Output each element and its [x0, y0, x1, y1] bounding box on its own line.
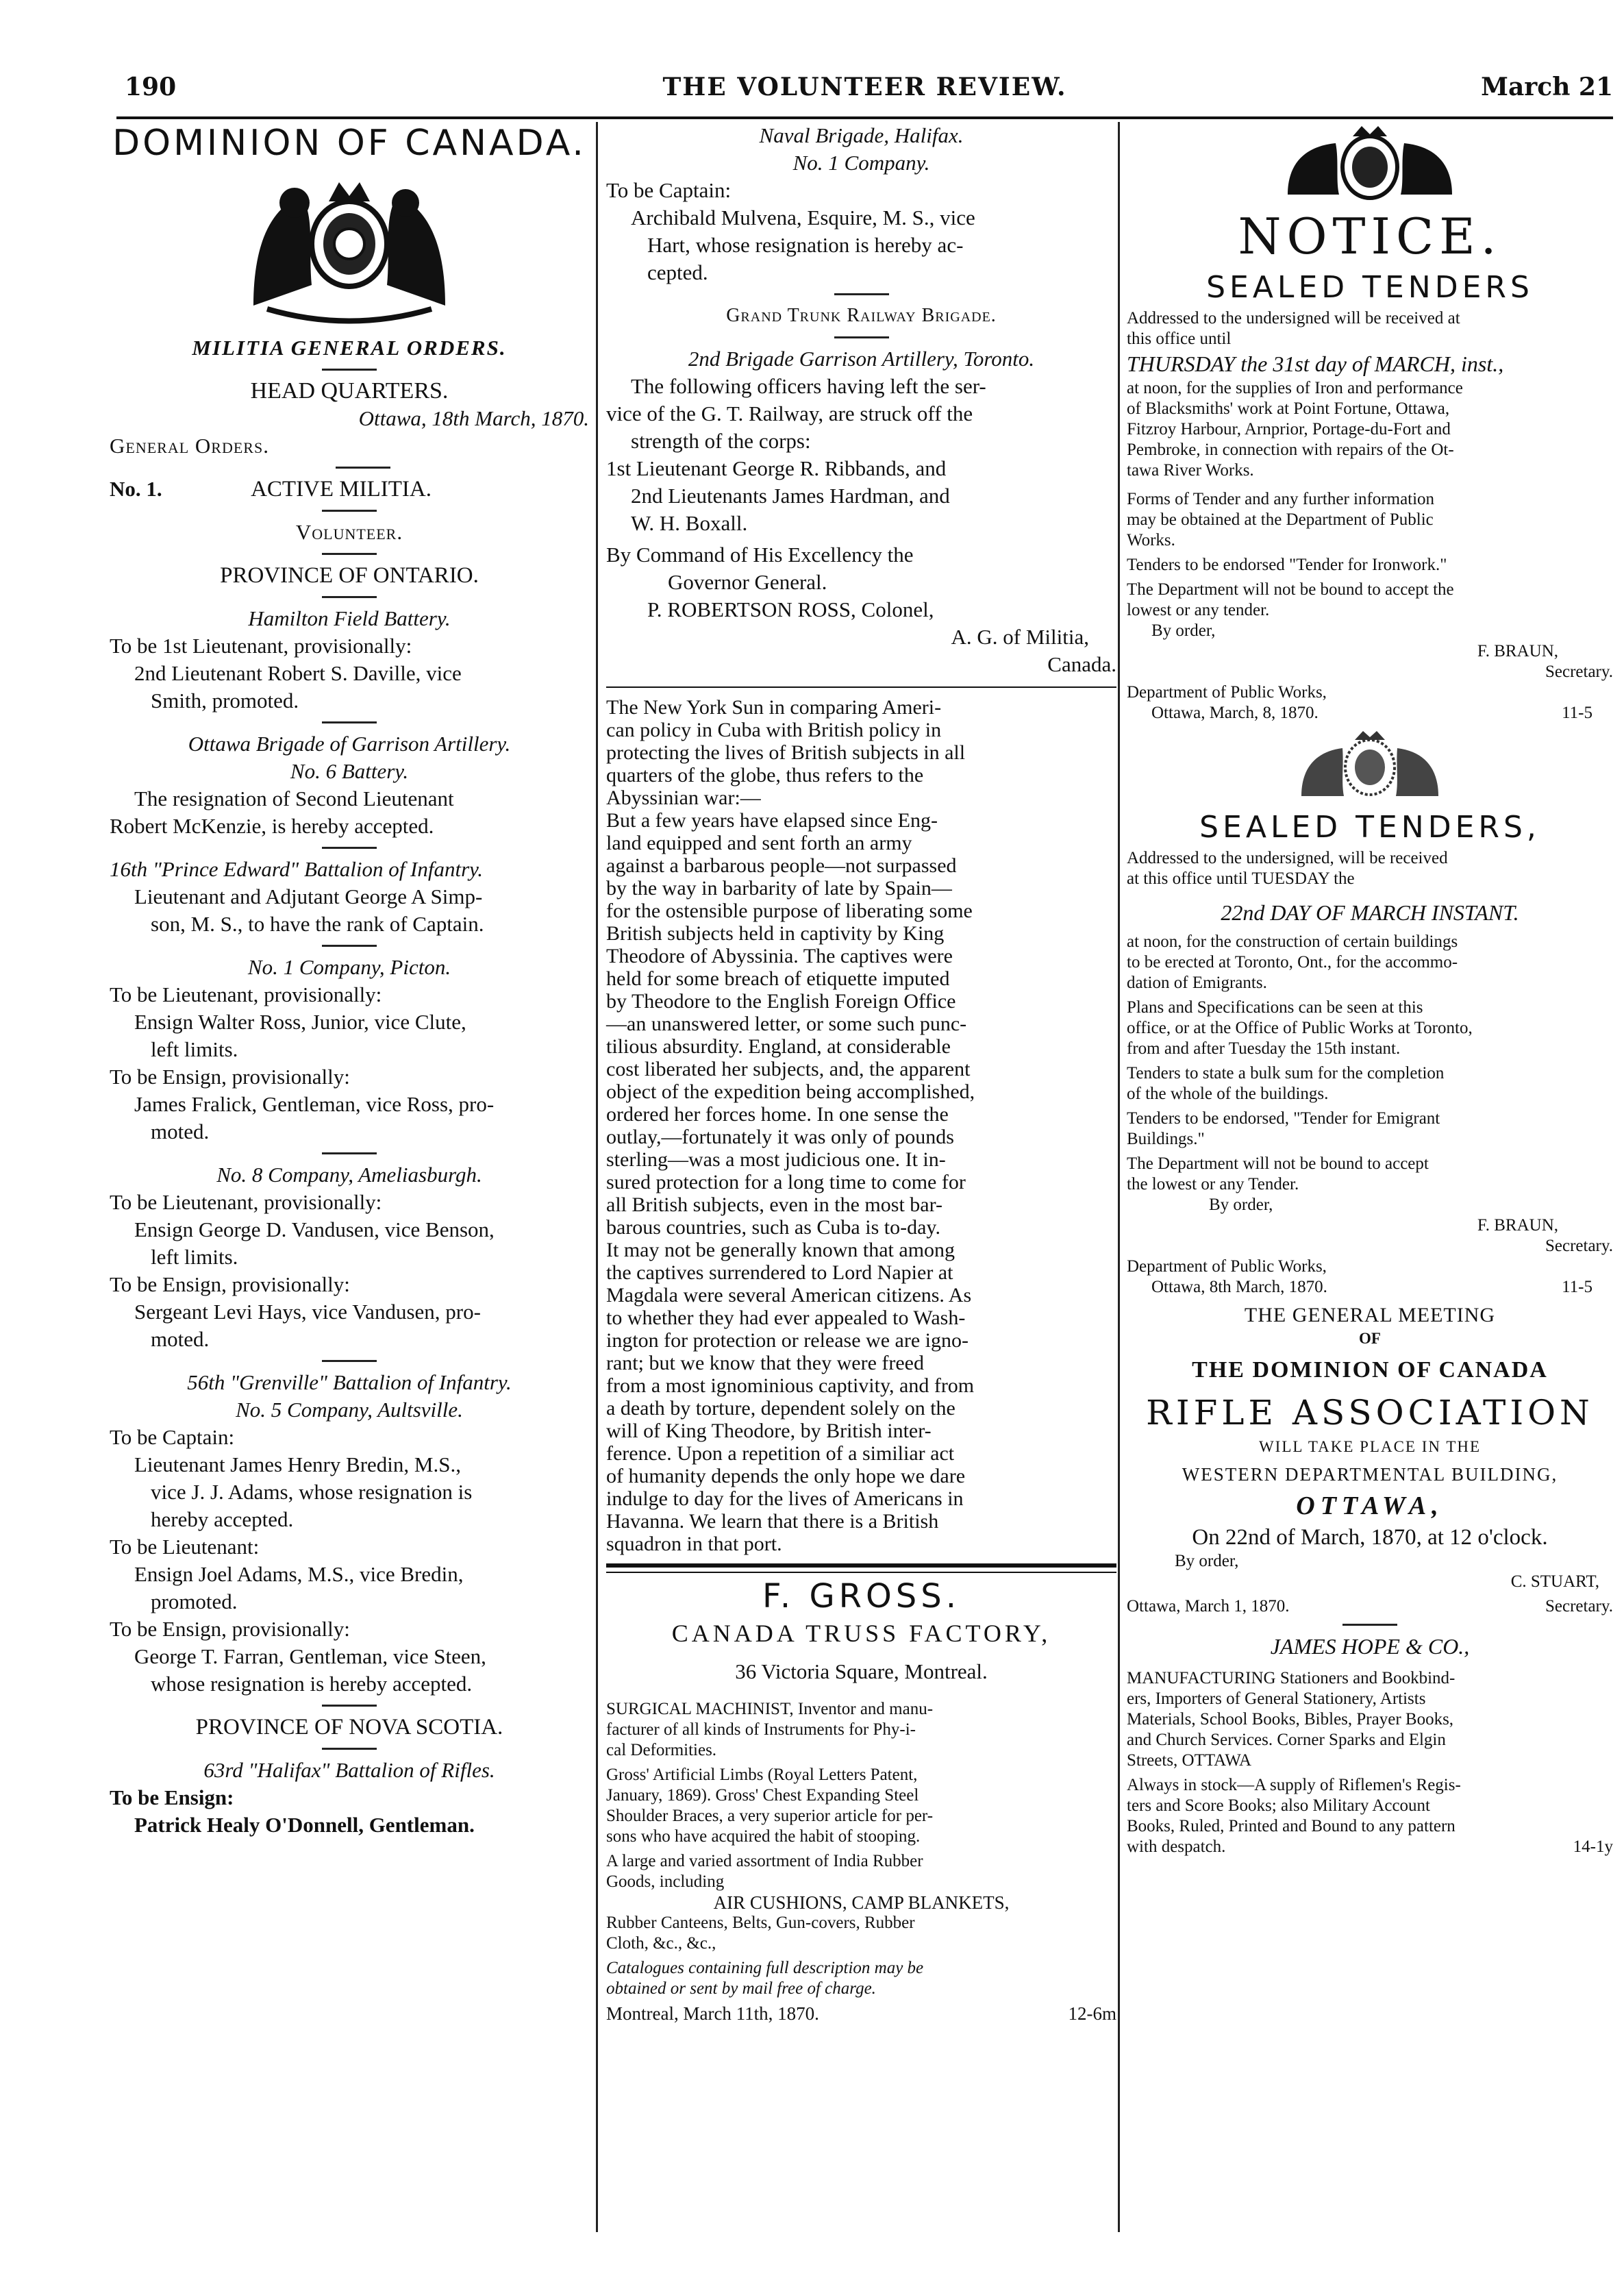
province-nova-scotia-heading: PROVINCE OF NOVA SCOTIA.: [195, 1715, 503, 1740]
text-line: To be Captain:: [606, 178, 732, 202]
article-line: for the ostensible purpose of liberating some: [606, 900, 973, 922]
article-line: by the way in barbarity of late by Spain—: [606, 877, 952, 900]
text-line: To be Lieutenant, provisionally:: [110, 1190, 382, 1214]
notice-heading: NOTICE.: [1238, 208, 1502, 265]
article-line: rant; but we know that they were freed: [606, 1352, 924, 1374]
text-line: Ensign George D. Vandusen, vice Benson,: [134, 1217, 495, 1241]
ad-line: dation of Emigrants.: [1127, 974, 1267, 992]
ad-line: Books, Ruled, Printed and Bound to any pattern: [1127, 1817, 1456, 1835]
ad-line: Fitzroy Harbour, Arnprior, Portage-du-Fort and: [1127, 420, 1451, 438]
signature-name: C. STUART,: [1510, 1572, 1599, 1591]
text-line: whose resignation is hereby accepted.: [151, 1672, 473, 1696]
section-ameliasburgh: No. 8 Company, Ameliasburgh.: [216, 1163, 482, 1187]
ad-date: Montreal, March 11th, 1870.: [606, 2003, 819, 2024]
article-line: sterling—was a most judicious one. It in-: [606, 1148, 946, 1171]
text-line: 2nd Lieutenants James Hardman, and: [631, 484, 950, 508]
text-line: Archibald Mulvena, Esquire, M. S., vice: [631, 206, 975, 230]
ad-line: of the whole of the buildings.: [1127, 1085, 1329, 1103]
section-gtr-artillery: 2nd Brigade Garrison Artillery, Toronto.: [688, 347, 1035, 371]
ad-line: Secretary.: [1545, 1237, 1613, 1255]
hq-heading: HEAD QUARTERS.: [250, 378, 449, 404]
ad-line: SURGICAL MACHINIST, Inventor and manu-: [606, 1700, 934, 1718]
text-line: Canada.: [1047, 652, 1116, 676]
ad-line: of Blacksmiths' work at Point Fortune, Ottawa,: [1127, 399, 1450, 418]
column-divider-2: [1118, 122, 1120, 2232]
text-line: To be Ensign, provisionally:: [110, 1272, 350, 1296]
signature-name: F. BRAUN,: [1477, 642, 1558, 660]
newspaper-title: THE VOLUNTEER REVIEW.: [662, 73, 1067, 101]
association-name-line-1: THE DOMINION OF CANADA: [1192, 1357, 1548, 1383]
meeting-place-intro: WILL TAKE PLACE IN THE: [1258, 1438, 1482, 1455]
article-line: British subjects held in captivity by King: [606, 922, 945, 945]
text-line: Hart, whose resignation is hereby ac-: [647, 233, 964, 257]
general-meeting-heading: THE GENERAL MEETING: [1244, 1304, 1496, 1326]
section-ottawa-brigade: Ottawa Brigade of Garrison Artillery.: [188, 732, 511, 756]
ad-line: Gross' Artificial Limbs (Royal Letters Patent,: [606, 1766, 918, 1784]
text-line: Lieutenant James Henry Bredin, M.S.,: [134, 1452, 461, 1476]
article-line: by Theodore to the English Foreign Office: [606, 990, 956, 1013]
article-line: land equipped and sent forth an army: [606, 832, 912, 854]
text-line: moted.: [151, 1327, 210, 1351]
text-line: Robert McKenzie, is hereby accepted.: [110, 814, 434, 838]
ad-line: Department of Public Works,: [1127, 683, 1327, 702]
meeting-building: WESTERN DEPARTMENTAL BUILDING,: [1182, 1464, 1558, 1485]
text-line: James Fralick, Gentleman, vice Ross, pro-: [134, 1092, 495, 1116]
text-line: The resignation of Second Lieutenant: [134, 787, 454, 810]
ad-line: Cloth, &c., &c.,: [606, 1934, 716, 1953]
section-grenville: 56th "Grenville" Battalion of Infantry.: [187, 1370, 512, 1394]
column-1: [110, 122, 589, 1839]
ad-line: By order,: [1209, 1196, 1273, 1214]
article-line: outlay,—fortunately it was only of pounds: [606, 1126, 954, 1148]
meeting-city: OTTAWA,: [1296, 1491, 1444, 1520]
ad-line: Pembroke, in connection with repairs of the Ot-: [1127, 441, 1454, 459]
sealed-tenders-2: [1127, 848, 1613, 1298]
ad-line: ters and Score Books; also Military Account: [1127, 1796, 1430, 1815]
article-line: object of the expedition being accomplished,: [606, 1080, 975, 1103]
text-line: The following officers having left the ser-: [631, 374, 986, 398]
ad-line: Secretary.: [1545, 663, 1613, 681]
ad-line: By order,: [1151, 621, 1216, 640]
text-line: left limits.: [151, 1037, 238, 1061]
ad-code: 14-1y: [1573, 1837, 1613, 1856]
text-line: Patrick Healy O'Donnell, Gentleman.: [134, 1813, 475, 1837]
ad-code: 11-5: [1562, 1278, 1592, 1296]
ad-line: Addressed to the undersigned, will be received: [1127, 849, 1448, 867]
article-line: sured protection for a long time to come for: [606, 1171, 966, 1193]
article-line: ference. Upon a repetition of a similiar act: [606, 1442, 955, 1465]
province-ontario-heading: PROVINCE OF ONTARIO.: [220, 563, 479, 588]
text-line: To be Ensign:: [110, 1785, 234, 1809]
ad-line: Forms of Tender and any further information: [1127, 490, 1435, 508]
article-line: from a most ignominious captivity, and from: [606, 1374, 975, 1397]
section-ottawa-battery: No. 6 Battery.: [290, 759, 409, 783]
ad-line: Addressed to the undersigned will be received at: [1127, 309, 1460, 327]
signature-name: F. BRAUN,: [1477, 1216, 1558, 1235]
gross-advertisement: [606, 1699, 1116, 2024]
ad-line: January, 1869). Gross' Chest Expanding Steel: [606, 1786, 919, 1805]
coat-of-arms-icon: [1247, 126, 1493, 201]
article-line: barous countries, such as Cuba is to-day.: [606, 1216, 940, 1239]
article-line: a death by torture, dependent solely on the: [606, 1397, 955, 1420]
signature-name: P. ROBERTSON ROSS, Colonel,: [647, 597, 934, 621]
text-line: Ensign Joel Adams, M.S., vice Bredin,: [134, 1562, 464, 1586]
gross-address: 36 Victoria Square, Montreal.: [735, 1659, 988, 1683]
text-line: Ensign Walter Ross, Junior, vice Clute,: [134, 1010, 466, 1034]
ad-line: Buildings.": [1127, 1130, 1205, 1148]
section-picton: No. 1 Company, Picton.: [247, 955, 451, 979]
text-line: vice of the G. T. Railway, are struck off the: [606, 401, 973, 425]
article-line: squadron in that port.: [606, 1533, 782, 1555]
ad-line: Tenders to state a bulk sum for the completion: [1127, 1064, 1445, 1082]
ad-line: By order,: [1175, 1552, 1239, 1570]
ad-line: at noon, for the supplies of Iron and performance: [1127, 379, 1463, 397]
ad-line: Tenders to be endorsed, "Tender for Emigrant: [1127, 1109, 1440, 1128]
ad-line: Materials, School Books, Bibles, Prayer Books,: [1127, 1710, 1454, 1729]
ad-line: tawa River Works.: [1127, 461, 1254, 480]
ad-line: Catalogues containing full description may be: [606, 1959, 924, 1977]
text-line: By Command of His Excellency the: [606, 543, 914, 567]
ad-line: at this office until TUESDAY the: [1127, 869, 1355, 888]
ad-line: cal Deformities.: [606, 1741, 717, 1759]
ad-line: may be obtained at the Department of Public: [1127, 510, 1434, 529]
dominion-heading: DOMINION OF CANADA.: [112, 123, 586, 164]
text-line: Governor General.: [668, 570, 827, 594]
ad-line: Always in stock—A supply of Riflemen's Regis-: [1127, 1776, 1461, 1794]
ad-line: The Department will not be bound to accept: [1127, 1154, 1429, 1173]
article-line: protecting the lives of British subjects in all: [606, 741, 966, 764]
article-line: quarters of the globe, thus refers to the: [606, 764, 924, 787]
royal-coat-of-arms-icon: [226, 169, 473, 326]
ad-line: AIR CUSHIONS, CAMP BLANKETS,: [713, 1892, 1010, 1913]
ad-line: this office until: [1127, 330, 1232, 348]
ad-line: to be erected at Toronto, Ont., for the accommo-: [1127, 953, 1458, 971]
ad-line: obtained or sent by mail free of charge.: [606, 1979, 876, 1998]
section-naval-brigade: Naval Brigade, Halifax.: [759, 123, 964, 147]
article-line: indulge to day for the lives of Americans in: [606, 1487, 964, 1510]
section-aultsville: No. 5 Company, Aultsville.: [236, 1398, 463, 1422]
section-halifax-rifles: 63rd "Halifax" Battalion of Rifles.: [203, 1758, 495, 1782]
ad-code: 12-6m: [1068, 2003, 1116, 2024]
section-prince-edward: 16th "Prince Edward" Battalion of Infantry.: [110, 857, 483, 881]
tender-deadline: THURSDAY the 31st day of MARCH, inst.,: [1127, 351, 1504, 376]
orders-title: MILITIA GENERAL ORDERS.: [192, 336, 507, 360]
sealed-tenders-2-title: SEALED TENDERS,: [1199, 810, 1540, 845]
article-line: But a few years have elapsed since Eng-: [606, 809, 938, 832]
article-line: —an unanswered letter, or some such punc-: [606, 1013, 967, 1035]
text-line: To be Ensign, provisionally:: [110, 1065, 350, 1089]
section-hamilton: Hamilton Field Battery.: [248, 606, 451, 630]
text-line: 2nd Lieutenant Robert S. Daville, vice: [134, 661, 462, 685]
ad-line: Works.: [1127, 531, 1175, 549]
ad-line: ers, Importers of General Stationery, Artists: [1127, 1689, 1426, 1708]
ad-line: Goods, including: [606, 1872, 725, 1891]
association-name-line-2: RIFLE ASSOCIATION: [1146, 1393, 1594, 1433]
hope-advertisement: [1127, 1668, 1613, 1857]
text-line: strength of the corps:: [631, 429, 811, 453]
section-naval-company: No. 1 Company.: [792, 151, 930, 175]
article-line: can policy in Cuba with British policy in: [606, 719, 942, 741]
coat-of-arms-icon: [1267, 728, 1473, 803]
article-line: of humanity depends the only hope we dare: [606, 1465, 966, 1487]
text-line: George T. Farran, Gentleman, vice Steen,: [134, 1644, 486, 1668]
article-line: against a barbarous people—not surpassed: [606, 854, 957, 877]
column-2: [606, 122, 1116, 2024]
volunteer-heading: Volunteer.: [295, 520, 403, 544]
text-line: hereby accepted.: [151, 1507, 294, 1531]
text-line: cepted.: [647, 260, 708, 284]
ad-line: at noon, for the construction of certain buildings: [1127, 932, 1458, 951]
article-line: ington for protection or release we are igno-: [606, 1329, 969, 1352]
article-line: the captives surrendered to Lord Napier at: [606, 1261, 953, 1284]
ad-line: Ottawa, March, 8, 1870.: [1151, 704, 1319, 722]
ad-line: from and after Tuesday the 15th instant.: [1127, 1039, 1401, 1058]
article-line: cost liberated her subjects, and, the apparent: [606, 1058, 971, 1080]
text-line: To be Lieutenant, provisionally:: [110, 982, 382, 1006]
text-line: Sergeant Levi Hays, vice Vandusen, pro-: [134, 1300, 481, 1324]
column-divider-1: [596, 122, 598, 2232]
article-line: tilious absurdity. England, at considerable: [606, 1035, 951, 1058]
ad-line: and Church Services. Corner Sparks and Elgin: [1127, 1731, 1446, 1749]
general-orders-label: General Orders.: [110, 434, 269, 458]
article-line: The New York Sun in comparing Ameri-: [606, 696, 942, 719]
article-line: It may not be generally known that among: [606, 1239, 955, 1261]
text-line: son, M. S., to have the rank of Captain.: [151, 912, 484, 936]
sealed-tenders-1-title: SEALED TENDERS: [1206, 270, 1534, 305]
text-line: vice J. J. Adams, whose resignation is: [151, 1480, 473, 1504]
header-rule: [116, 116, 1613, 119]
ad-line: Plans and Specifications can be seen at this: [1127, 998, 1423, 1017]
article-line: will of King Theodore, by British inter-: [606, 1420, 932, 1442]
abyssinia-article: [606, 696, 1116, 1555]
ad-line: Tenders to be endorsed "Tender for Ironwork.": [1127, 556, 1447, 574]
text-line: To be Ensign, provisionally:: [110, 1617, 350, 1641]
ad-date: Ottawa, March 1, 1870.: [1127, 1597, 1290, 1615]
ad-line: with despatch.: [1127, 1837, 1226, 1856]
ad-line: the lowest or any Tender.: [1127, 1175, 1299, 1193]
text-line: W. H. Boxall.: [631, 511, 748, 535]
text-line: 1st Lieutenant George R. Ribbands, and: [606, 456, 947, 480]
text-line: promoted.: [151, 1589, 238, 1613]
meeting-date: On 22nd of March, 1870, at 12 o'clock.: [1192, 1525, 1548, 1550]
page-header: [116, 67, 1613, 115]
ad-code: 11-5: [1562, 704, 1592, 722]
section-grand-trunk: Grand Trunk Railway Brigade.: [726, 305, 997, 326]
article-line: held for some breach of etiquette imputed: [606, 967, 950, 990]
article-line: Abyssinian war:—: [606, 787, 761, 809]
article-line: to whether they had ever appealed to Wash-: [606, 1307, 966, 1329]
article-line: all British subjects, even in the most bar-: [606, 1193, 942, 1216]
general-meeting-of: OF: [1359, 1330, 1381, 1347]
text-line: To be 1st Lieutenant, provisionally:: [110, 634, 412, 658]
article-line: Theodore of Abyssinia. The captives were: [606, 945, 953, 967]
text-line: Lieutenant and Adjutant George A Simp-: [134, 884, 483, 908]
column-3: [1127, 122, 1613, 1857]
article-line: Havanna. We learn that there is a British: [606, 1510, 939, 1533]
article-line: Magdala were several American citizens. As: [606, 1284, 972, 1307]
active-militia-heading: ACTIVE MILITIA.: [251, 477, 432, 502]
ad-line: lowest or any tender.: [1127, 601, 1270, 619]
ad-line: The Department will not be bound to accept the: [1127, 580, 1454, 599]
hope-heading: JAMES HOPE & CO.,: [1270, 1634, 1470, 1659]
hq-date: Ottawa, 18th March, 1870.: [358, 406, 589, 430]
ad-line: A large and varied assortment of India Rubber: [606, 1852, 923, 1870]
ad-line: facturer of all kinds of Instruments for Phy-i-: [606, 1720, 916, 1739]
issue-date: March 21: [1481, 73, 1613, 101]
order-number: No. 1.: [110, 477, 162, 501]
text-line: Smith, promoted.: [151, 689, 299, 713]
text-line: To be Lieutenant:: [110, 1535, 260, 1559]
ad-line: Department of Public Works,: [1127, 1257, 1327, 1276]
sealed-tenders-1: [1127, 308, 1613, 723]
text-line: left limits.: [151, 1245, 238, 1269]
ad-line: Rubber Canteens, Belts, Gun-covers, Rubber: [606, 1914, 915, 1932]
gross-factory: CANADA TRUSS FACTORY,: [671, 1620, 1051, 1647]
ad-line: Ottawa, 8th March, 1870.: [1151, 1278, 1327, 1296]
article-line: ordered her forces home. In one sense the: [606, 1103, 949, 1126]
page-number: 190: [125, 73, 177, 101]
tender-deadline: 22nd DAY OF MARCH INSTANT.: [1221, 900, 1519, 925]
text-line: To be Captain:: [110, 1425, 235, 1449]
ad-line: Streets, OTTAWA: [1127, 1751, 1252, 1770]
text-line: moted.: [151, 1119, 210, 1143]
gross-name: F. GROSS.: [762, 1577, 960, 1615]
ad-line: MANUFACTURING Stationers and Bookbind-: [1127, 1669, 1456, 1687]
ad-line: sons who have acquired the habit of stooping.: [606, 1827, 921, 1846]
ad-line: Secretary.: [1545, 1597, 1613, 1615]
ad-line: office, or at the Office of Public Works at Toronto,: [1127, 1019, 1473, 1037]
text-line: A. G. of Militia,: [951, 625, 1089, 649]
ad-line: Shoulder Braces, a very superior article for per-: [606, 1807, 934, 1825]
